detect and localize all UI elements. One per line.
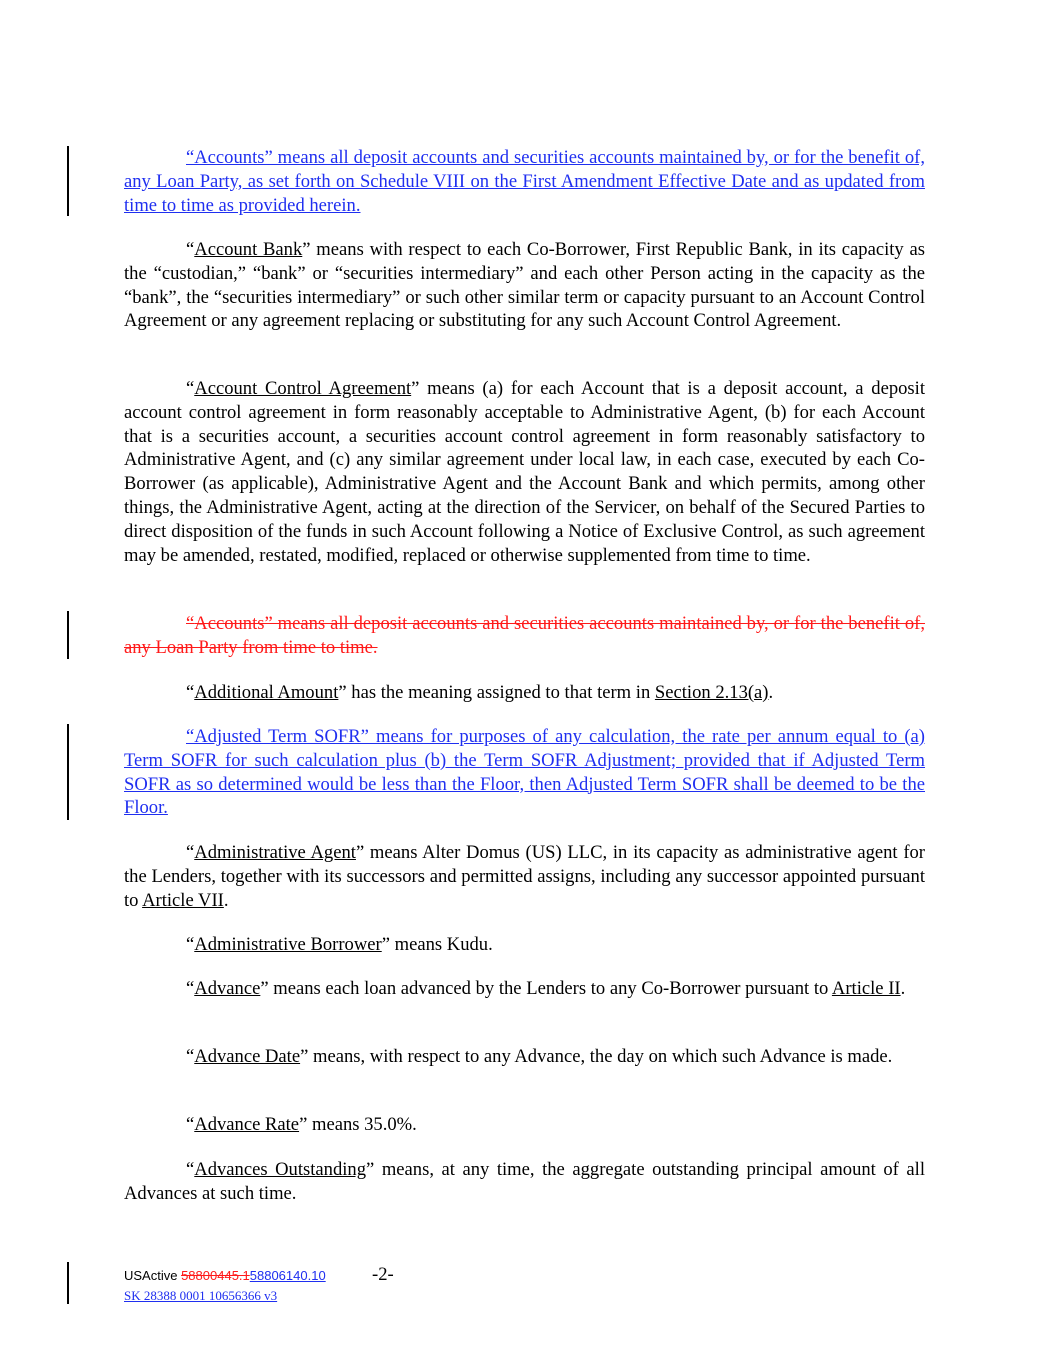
definition-advance: “Advance” means each loan advanced by the Lenders to any Co-Borrower pursuant to Article II. — [186, 978, 906, 999]
definition-account-control-agreement: “Account Control Agreement” means (a) for each Account that is a deposit account, a deposit account control agreement in form reasonably acceptable to Administrative Agent, (b) for each Account that is a securities account, a securities account control agreement in form reasonably satisfactory to Administrative Agent, and (c) any similar agreement under local law, in each case, executed by each Co- Borrower (as applicable), Administrative Agent and the Account Bank and which permits, among other things, the Administrative Agent, acting at the direction of the Servicer, on behalf of the Secured Parties to direct disposition of the funds in such Account following a Notice of Exclusive Control, as such agreement may be amended, restated, modified, replaced or otherwise supplemented from time to time. — [124, 378, 926, 566]
definition-advance-date: “Advance Date” means, with respect to any Advance, the day on which such Advance is made. — [186, 1046, 893, 1067]
defined-term: Account Bank — [194, 239, 303, 260]
defined-term: Additional Amount — [194, 682, 339, 703]
footer-inserted-number: 58806140.10 — [249, 1268, 326, 1283]
definition-additional-amount: “Additional Amount” has the meaning assigned to that term in Section 2.13(a). — [186, 682, 774, 703]
definition-accounts-deleted: “Accounts” means all deposit accounts and securities accounts maintained by, or for the benefit of, any Loan Party from time to time. — [124, 613, 925, 658]
defined-term: Administrative Agent — [194, 842, 356, 863]
defined-term: Accounts — [194, 613, 265, 634]
footer-doc-reference: SK 28388 0001 10656366 v3 — [124, 1288, 278, 1303]
change-bar — [67, 1262, 69, 1304]
footer-deleted-number: 58800445.1 — [181, 1268, 250, 1283]
definition-advances-outstanding: “Advances Outstanding” means, at any time, the aggregate outstanding principal amount of all Advances at such time. — [124, 1159, 925, 1204]
article-reference: Article II — [831, 978, 901, 999]
defined-term: Administrative Borrower — [194, 934, 382, 955]
defined-term: Advance Rate — [194, 1114, 300, 1135]
change-bar — [67, 724, 69, 820]
defined-term: Advances Outstanding — [194, 1159, 367, 1180]
defined-term: Account Control Agreement — [194, 378, 412, 399]
definition-advance-rate: “Advance Rate” means 35.0%. — [186, 1114, 417, 1135]
definition-accounts-inserted: “Accounts” means all deposit accounts and securities accounts maintained by, or for the benefit of, any Loan Party, as set forth on Schedule VIII on the First Amendment Effective Date and as updated from time to time as provided herein. — [124, 147, 925, 216]
change-bar — [67, 146, 69, 216]
section-reference: Section 2.13(a) — [654, 682, 769, 703]
footer-document-id: USActive 58800445.158806140.10 — [124, 1268, 326, 1283]
definition-administrative-agent: “Administrative Agent” means Alter Domus (US) LLC, in its capacity as administrative agent for the Lenders, together with its successors and permitted assigns, including any successor appointed pursuant to Article VII. — [124, 842, 925, 911]
defined-term: Advance Date — [194, 1046, 301, 1067]
definition-administrative-borrower: “Administrative Borrower” means Kudu. — [186, 934, 493, 955]
definition-adjusted-term-sofr-inserted: “Adjusted Term SOFR” means for purposes of any calculation, the rate per annum equal to (a) Term SOFR for such calculation plus (b) the Term SOFR Adjustment; provided that if Adjusted Term SOFR as so determined would be less than the Floor, then Adjusted Term SOFR shall be deemed to be the Floor. — [124, 726, 925, 819]
article-reference: Article VII — [142, 889, 224, 911]
definition-account-bank: “Account Bank” means with respect to each Co-Borrower, First Republic Bank, in its capacity as the “custodian,” “bank” or “securities intermediary” and each other Person acting in the capacity as the “bank”, the “securities intermediary” or such other similar term or capacity pursuant to an Account Control Agreement or any agreement replacing or substituting for any such Account Control Agreement. — [124, 239, 925, 332]
change-bar — [67, 611, 69, 659]
defined-term: Advance — [194, 978, 261, 999]
page-number: -2- — [372, 1264, 394, 1285]
